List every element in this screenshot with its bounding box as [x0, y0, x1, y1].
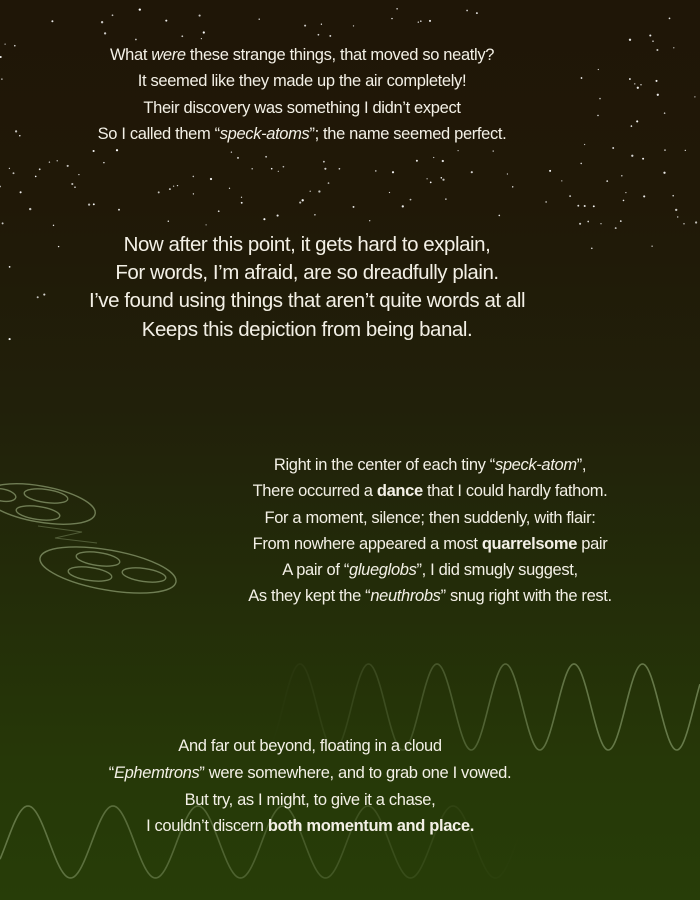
line-text: There occurred a [252, 482, 377, 501]
poem-line [175, 531, 685, 557]
line-text: ”, [576, 456, 587, 474]
line-text: ” were somewhere, and to grab one I vowed. [199, 763, 512, 782]
poem-line [175, 478, 685, 504]
poem-line [175, 452, 685, 478]
line-text: that I could hardly fathom. [422, 482, 608, 501]
line-text: I’ve found using things that aren’t quite words at all [88, 289, 526, 313]
emphasis-text: speck-atoms [219, 124, 310, 143]
emphasis-text: dance [376, 482, 423, 501]
stanza-1 [22, 42, 582, 147]
poem-line [22, 121, 582, 147]
poem-line [175, 583, 685, 609]
stanza-4 [20, 733, 600, 840]
line-text: As they kept the “ [248, 587, 371, 606]
poem-line [22, 68, 582, 94]
line-text: I couldn’t discern [146, 817, 268, 836]
poem-line [20, 787, 600, 814]
line-text: ”, I did smugly suggest, [416, 561, 578, 580]
line-text: And far out beyond, floating in a cloud [178, 737, 442, 755]
line-text: “ [108, 763, 114, 782]
poem-line [20, 813, 600, 840]
line-text: pair [577, 534, 608, 553]
emphasis-text: speck-atom [494, 456, 577, 474]
emphasis-text: Ephemtrons [113, 763, 200, 782]
poem-line [20, 760, 600, 787]
emphasis-text: both momentum and place. [267, 817, 474, 836]
poem-line [20, 733, 600, 760]
line-text: So I called them “ [97, 124, 220, 143]
stanza-3 [175, 452, 685, 610]
line-text: For a moment, silence; then suddenly, with flair: [264, 508, 596, 527]
line-text: Keeps this depiction from being banal. [141, 317, 473, 341]
emphasis-text: glueglobs [349, 561, 417, 580]
line-text: these strange things, that moved so neatly? [185, 46, 495, 64]
line-text: But try, as I might, to give it a chase, [184, 790, 436, 809]
stanza-2 [12, 231, 602, 344]
line-text: From nowhere appeared a most [252, 534, 482, 553]
emphasis-text: quarrelsome [481, 534, 578, 553]
line-text: It seemed like they made up the air completely! [137, 72, 467, 91]
line-text: ” snug right with the rest. [440, 587, 612, 606]
line-text: A pair of “ [282, 561, 349, 580]
emphasis-text: neuthrobs [370, 587, 441, 606]
line-text: ”; the name seemed perfect. [309, 124, 507, 143]
poem-line [12, 259, 602, 287]
poem-line [175, 557, 685, 583]
line-text: What [109, 46, 152, 64]
emphasis-text: were [151, 46, 186, 64]
line-text: For words, I’m afraid, are so dreadfully plain. [115, 261, 499, 285]
poem-line [12, 287, 602, 315]
line-text: Now after this point, it gets hard to explain, [123, 233, 491, 256]
line-text: Their discovery was something I didn’t expect [143, 98, 461, 117]
poem-line [175, 505, 685, 531]
line-text: Right in the center of each tiny “ [273, 456, 495, 474]
poem-line [22, 42, 582, 68]
poem-line [12, 316, 602, 344]
poem-line [22, 95, 582, 121]
poem-line [12, 231, 602, 259]
